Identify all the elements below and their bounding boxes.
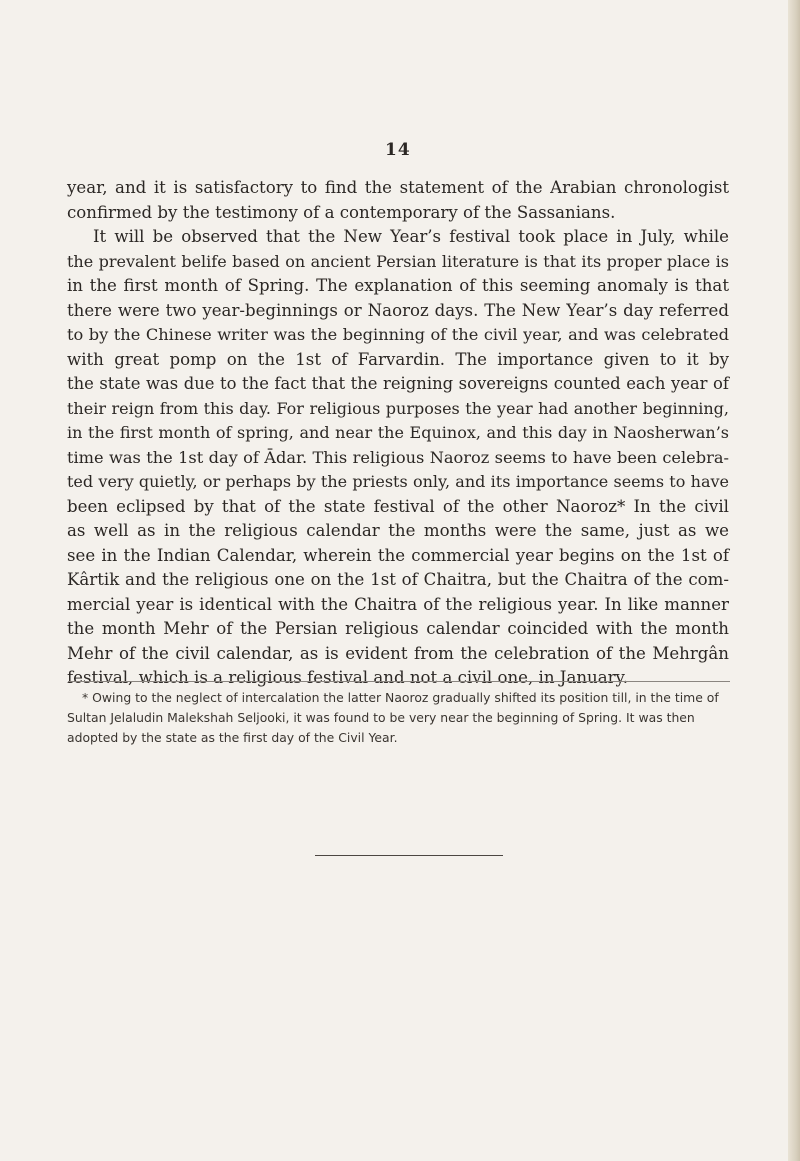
text-line: there were two year-beginnings or Naoroz days. The New Year’s day referred	[67, 300, 729, 320]
text-line: see in the Indian Calendar, wherein the commercial year begins on the 1st of	[67, 545, 729, 565]
text-line: in the first month of spring, and near the Equinox, and this day in Naosherwan’s	[67, 423, 729, 442]
text-line: with great pomp on the 1st of Farvardin. The importance given to it by	[67, 349, 729, 369]
text-line: the prevalent belife based on ancient Persian literature is that its proper place is	[67, 251, 729, 271]
body-paragraph	[67, 176, 729, 691]
text-line: festival, which is a religious festival and not a civil one, in January.	[67, 668, 628, 687]
footnote-divider	[68, 681, 730, 682]
text-line: ted very quietly, or perhaps by the priests only, and its importance seems to have	[67, 472, 729, 491]
text-line: the month Mehr of the Persian religious calendar coincided with the month	[67, 619, 729, 638]
text-line: year, and it is satisfactory to find the statement of the Arabian chronologist	[67, 178, 729, 197]
page-number: 14	[385, 140, 411, 160]
text-line: in the first month of Spring. The explanation of this seeming anomaly is that	[67, 276, 729, 295]
text-line: the state was due to the fact that the reigning sovereigns counted each year of	[67, 374, 729, 393]
page-edge	[788, 0, 800, 1161]
text-line: been eclipsed by that of the state festival of the other Naoroz* In the civil	[67, 496, 729, 516]
text-line: to by the Chinese writer was the beginning of the civil year, and was celebrated	[67, 325, 729, 344]
text-line: their reign from this day. For religious purposes the year had another beginning,	[67, 398, 729, 418]
text-line: It will be observed that the New Year’s festival took place in July, while	[93, 227, 729, 246]
text-line: confirmed by the testimony of a contemporary of the Sassanians.	[67, 202, 616, 222]
text-line: mercial year is identical with the Chaitra of the religious year. In like manner	[67, 594, 729, 614]
text-line: Kârtik and the religious one on the 1st of Chaitra, but the Chaitra of the com-	[67, 570, 729, 589]
ornamental-rule	[315, 855, 503, 856]
footnote-line: * Owing to the neglect of intercalation the latter Naoroz gradually shifted its position till, in the time of	[82, 690, 719, 705]
footnote	[67, 688, 729, 748]
footnote-line: adopted by the state as the first day of the Civil Year.	[67, 730, 398, 745]
text-line: as well as in the religious calendar the months were the same, just as we	[67, 521, 729, 540]
text-line: time was the 1st day of Ādar. This religious Naoroz seems to have been celebra-	[67, 447, 729, 467]
footnote-line: Sultan Jelaludin Malekshah Seljooki, it was found to be very near the beginning of Spring. It was then	[67, 710, 695, 725]
text-line: Mehr of the civil calendar, as is evident from the celebration of the Mehrgân	[67, 643, 729, 663]
